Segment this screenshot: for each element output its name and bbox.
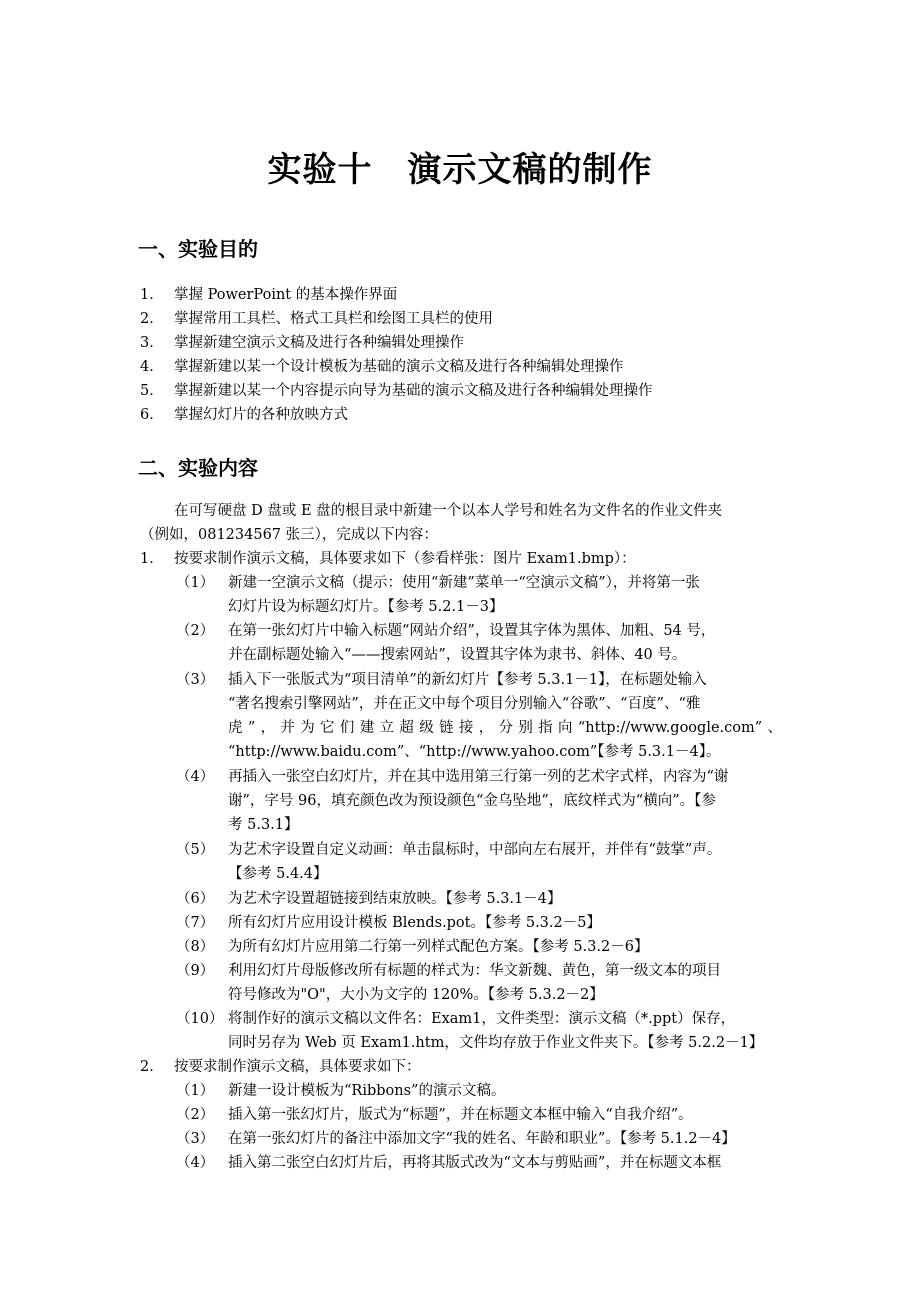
list-item-text: 掌握新建以某一个设计模板为基础的演示文稿及进行各种编辑处理操作 xyxy=(174,359,624,375)
step-line: “http://www.baidu.com”、“http://www.yahoo.com”【参考 5.3.1－4】。 xyxy=(228,744,721,760)
step-line: 再插入一张空白幻灯片，并在其中选用第三行第一列的艺术字式样，内容为“谢 xyxy=(228,769,729,785)
list-item xyxy=(140,333,164,353)
item-number: 1． xyxy=(140,287,164,303)
step-number: （7） xyxy=(176,915,215,931)
step-line: 【参考 5.4.4】 xyxy=(228,866,328,882)
step-line: 插入第二张空白幻灯片后，再将其版式改为“文本与剪贴画”，并在标题文本框 xyxy=(228,1155,722,1171)
intro-line-1: 在可写硬盘 D 盘或 E 盘的根目录中新建一个以本人学号和姓名为文件名的作业文件夹 xyxy=(174,503,723,519)
step-line: 利用幻灯片母版修改所有标题的样式为：华文新魏、黄色，第一级文本的项目 xyxy=(228,963,721,979)
step-line: 插入第一张幻灯片，版式为“标题”，并在标题文本框中输入“自我介绍”。 xyxy=(228,1107,693,1123)
step-number: （2） xyxy=(176,1107,215,1123)
list-item xyxy=(140,285,164,305)
step-number: （5） xyxy=(176,842,215,858)
item-number: 4． xyxy=(140,359,164,375)
step-line: 在第一张幻灯片中输入标题“网站介绍”，设置其字体为黑体、加粗、54 号， xyxy=(228,623,716,639)
step-line: 考 5.3.1】 xyxy=(228,817,299,833)
step-line: 为艺术字设置自定义动画：单击鼠标时，中部向左右展开，并伴有“鼓掌”声。 xyxy=(228,842,722,858)
section-heading-objectives: 一、实验目的 xyxy=(138,237,258,261)
step-number: （3） xyxy=(176,672,215,688)
list-item xyxy=(140,357,164,377)
step-line: 所有幻灯片应用设计模板 Blends.pot。【参考 5.3.2－5】 xyxy=(228,915,601,931)
intro-line-2: （例如，081234567 张三），完成以下内容： xyxy=(140,527,438,543)
step-number: （1） xyxy=(176,575,215,591)
step-number: （1） xyxy=(176,1083,215,1099)
item-number: 2． xyxy=(140,311,164,327)
task-text: 按要求制作演示文稿，具体要求如下（参看样张：图片 Exam1.bmp）： xyxy=(174,551,636,567)
section-heading-content: 二、实验内容 xyxy=(138,456,258,480)
step-line: 同时另存为 Web 页 Exam1.htm，文件均存放于作业文件夹下。【参考 5.2.2－1】 xyxy=(228,1035,764,1051)
step-line: “著名搜索引擎网站”，并在正文中每个项目分别输入“谷歌”、“百度”、“雅 xyxy=(228,696,701,712)
list-item xyxy=(140,405,164,425)
step-number: （10） xyxy=(176,1011,224,1027)
task-number: 2． xyxy=(140,1059,164,1075)
list-item-text: 掌握 PowerPoint 的基本操作界面 xyxy=(174,287,398,303)
step-number: （4） xyxy=(176,1155,215,1171)
step-line: 符号修改为"O"，大小为文字的 120%。【参考 5.3.2－2】 xyxy=(228,987,604,1003)
step-number: （4） xyxy=(176,769,215,785)
step-number: （6） xyxy=(176,891,215,907)
step-line: 虎”，并为它们建立超级链接，分别指向“http://www.google.com”、 xyxy=(228,720,782,736)
step-line: 为所有幻灯片应用第二行第一列样式配色方案。【参考 5.3.2－6】 xyxy=(228,939,649,955)
item-number: 5． xyxy=(140,383,164,399)
item-number: 3． xyxy=(140,335,164,351)
step-line: 谢”，字号 96，填充颜色改为预设颜色“金乌坠地”，底纹样式为“横向”。【参 xyxy=(228,793,716,809)
step-number: （8） xyxy=(176,939,215,955)
step-line: 在第一张幻灯片的备注中添加文字“我的姓名、年龄和职业”。【参考 5.1.2－4】 xyxy=(228,1131,736,1147)
step-number: （3） xyxy=(176,1131,215,1147)
step-line: 将制作好的演示文稿以文件名：Exam1，文件类型：演示文稿（*.ppt）保存， xyxy=(228,1011,736,1027)
step-line: 并在副标题处输入“——搜索网站”，设置其字体为隶书、斜体、40 号。 xyxy=(228,647,687,663)
list-item-text: 掌握新建空演示文稿及进行各种编辑处理操作 xyxy=(174,335,464,351)
list-item xyxy=(140,381,164,401)
step-line: 幻灯片设为标题幻灯片。【参考 5.2.1－3】 xyxy=(228,599,504,615)
item-number: 6． xyxy=(140,407,164,423)
step-number: （9） xyxy=(176,963,215,979)
task-text: 按要求制作演示文稿，具体要求如下： xyxy=(174,1059,421,1075)
step-number: （2） xyxy=(176,623,215,639)
page-title: 实验十 演示文稿的制作 xyxy=(267,150,653,190)
list-item xyxy=(140,309,164,329)
list-item-text: 掌握常用工具栏、格式工具栏和绘图工具栏的使用 xyxy=(174,311,493,327)
task-number: 1． xyxy=(140,551,164,567)
step-line: 新建一设计模板为“Ribbons”的演示文稿。 xyxy=(228,1083,506,1099)
list-item-text: 掌握新建以某一个内容提示向导为基础的演示文稿及进行各种编辑处理操作 xyxy=(174,383,653,399)
step-line: 为艺术字设置超链接到结束放映。【参考 5.3.1－4】 xyxy=(228,891,562,907)
list-item-text: 掌握幻灯片的各种放映方式 xyxy=(174,407,348,423)
step-line: 插入下一张版式为“项目清单”的新幻灯片【参考 5.3.1－1】，在标题处输入 xyxy=(228,672,707,688)
step-line: 新建一空演示文稿（提示：使用“新建”菜单一“空演示文稿”），并将第一张 xyxy=(228,575,700,591)
